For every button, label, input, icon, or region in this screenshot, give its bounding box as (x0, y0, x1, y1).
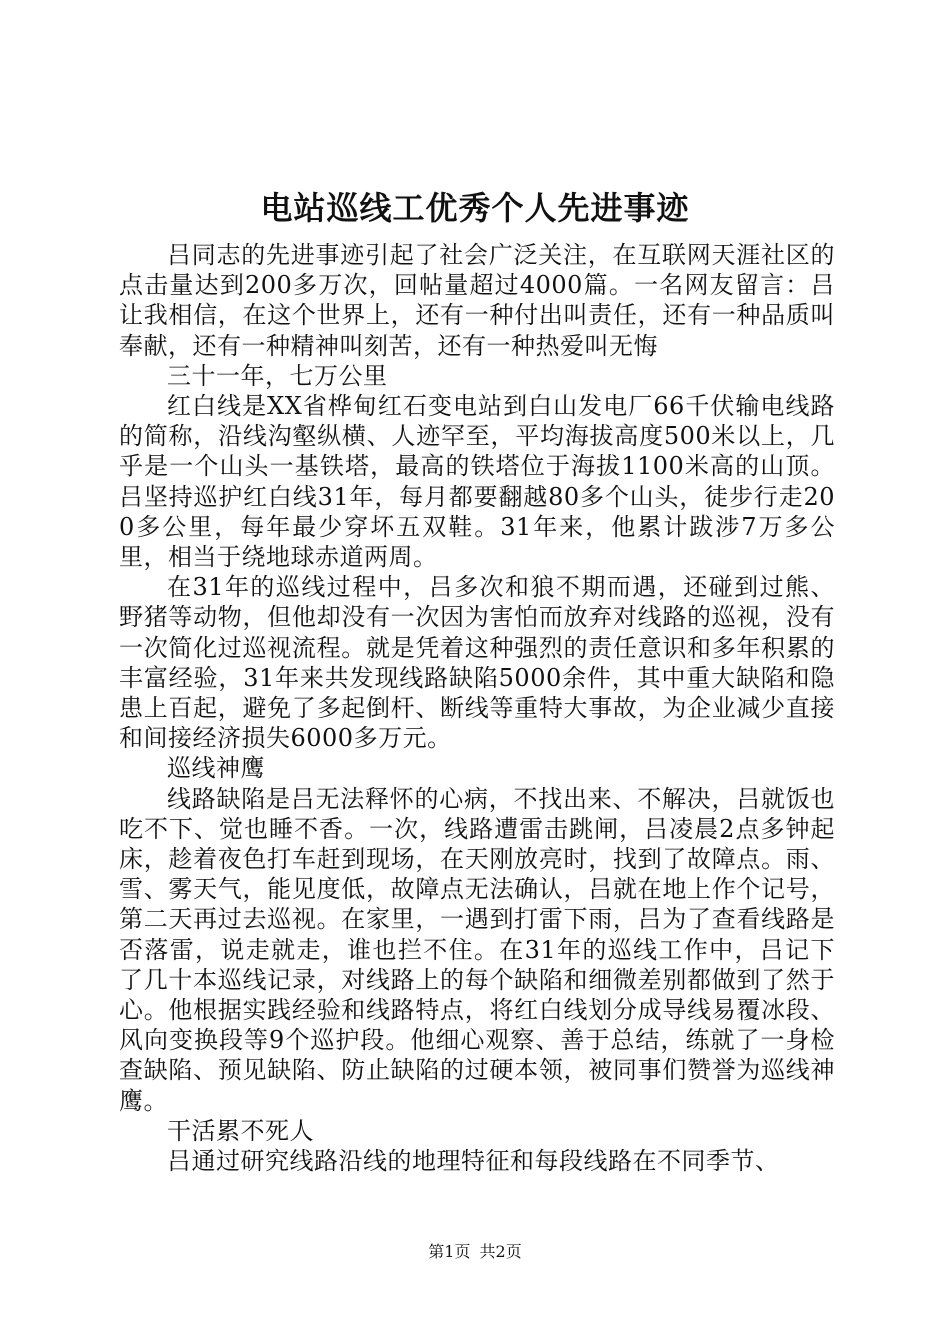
paragraph: 线路缺陷是吕无法释怀的心病，不找出来、不解决，吕就饭也吃不下、觉也睡不香。一次，线路遭雷击跳闸，吕凌晨2点多钟起床，趁着夜色打车赶到现场，在天刚放亮时，找到了故障点。雨、雪、雾天气，能见度低，故障点无法确认，吕就在地上作个记号，第二天再过去巡视。在家里，一遇到打雷下雨，吕为了查看线路是否落雷，说走就走，谁也拦不住。在31年的巡线工作中，吕记下了几十本巡线记录，对线路上的每个缺陷和细微差别都做到了然于心。他根据实践经验和线路特点，将红白线划分成导线易覆冰段、风向变换段等9个巡护段。他细心观察、善于总结，练就了一身检查缺陷、预见缺陷、防止缺陷的过硬本领，被同事们赞誉为巡线神鹰。 (119, 784, 835, 1115)
paragraph: 吕通过研究线路沿线的地理特征和每段线路在不同季节、 (167, 1147, 780, 1176)
paragraph: 在31年的巡线过程中，吕多次和狼不期而遇，还碰到过熊、野猪等动物，但他却没有一次因为害怕而放弃对线路的巡视，没有一次简化过巡视流程。就是凭着这种强烈的责任意识和多年积累的丰富经验，31年来共发现线路缺陷5000余件，其中重大缺陷和隐患上百起，避免了多起倒杆、断线等重特大事故，为企业减少直接和间接经济损失6000多万元。 (119, 573, 835, 753)
paragraph: 红白线是XX省桦甸红石变电站到白山发电厂66千伏输电线路的简称，沿线沟壑纵横、人迹罕至，平均海拔高度500米以上，几乎是一个山头一基铁塔，最高的铁塔位于海拔1100米高的山顶。吕坚持巡护红白线31年，每月都要翻越80多个山头，徒步行走200多公里，每年最少穿坏五双鞋。31年来，他累计跋涉7万多公里，相当于绕地球赤道两周。 (119, 392, 835, 572)
page-number: 第1页 (428, 1242, 471, 1261)
paragraph: 吕同志的先进事迹引起了社会广泛关注，在互联网天涯社区的点击量达到200多万次，回帖量超过4000篇。一名网友留言：吕让我相信，在这个世界上，还有一种付出叫责任，还有一种品质叫奉献，还有一种精神叫刻苦，还有一种热爱叫无悔 (119, 241, 835, 360)
article-body (119, 240, 835, 1176)
section-heading: 干活累不死人 (167, 1116, 314, 1145)
section-heading: 巡线神鹰 (167, 754, 265, 783)
page-title: 电站巡线工优秀个人先进事迹 (260, 189, 690, 227)
page-footer (0, 1240, 950, 1264)
page-total: 共2页 (479, 1242, 522, 1261)
section-heading: 三十一年，七万公里 (167, 361, 388, 390)
